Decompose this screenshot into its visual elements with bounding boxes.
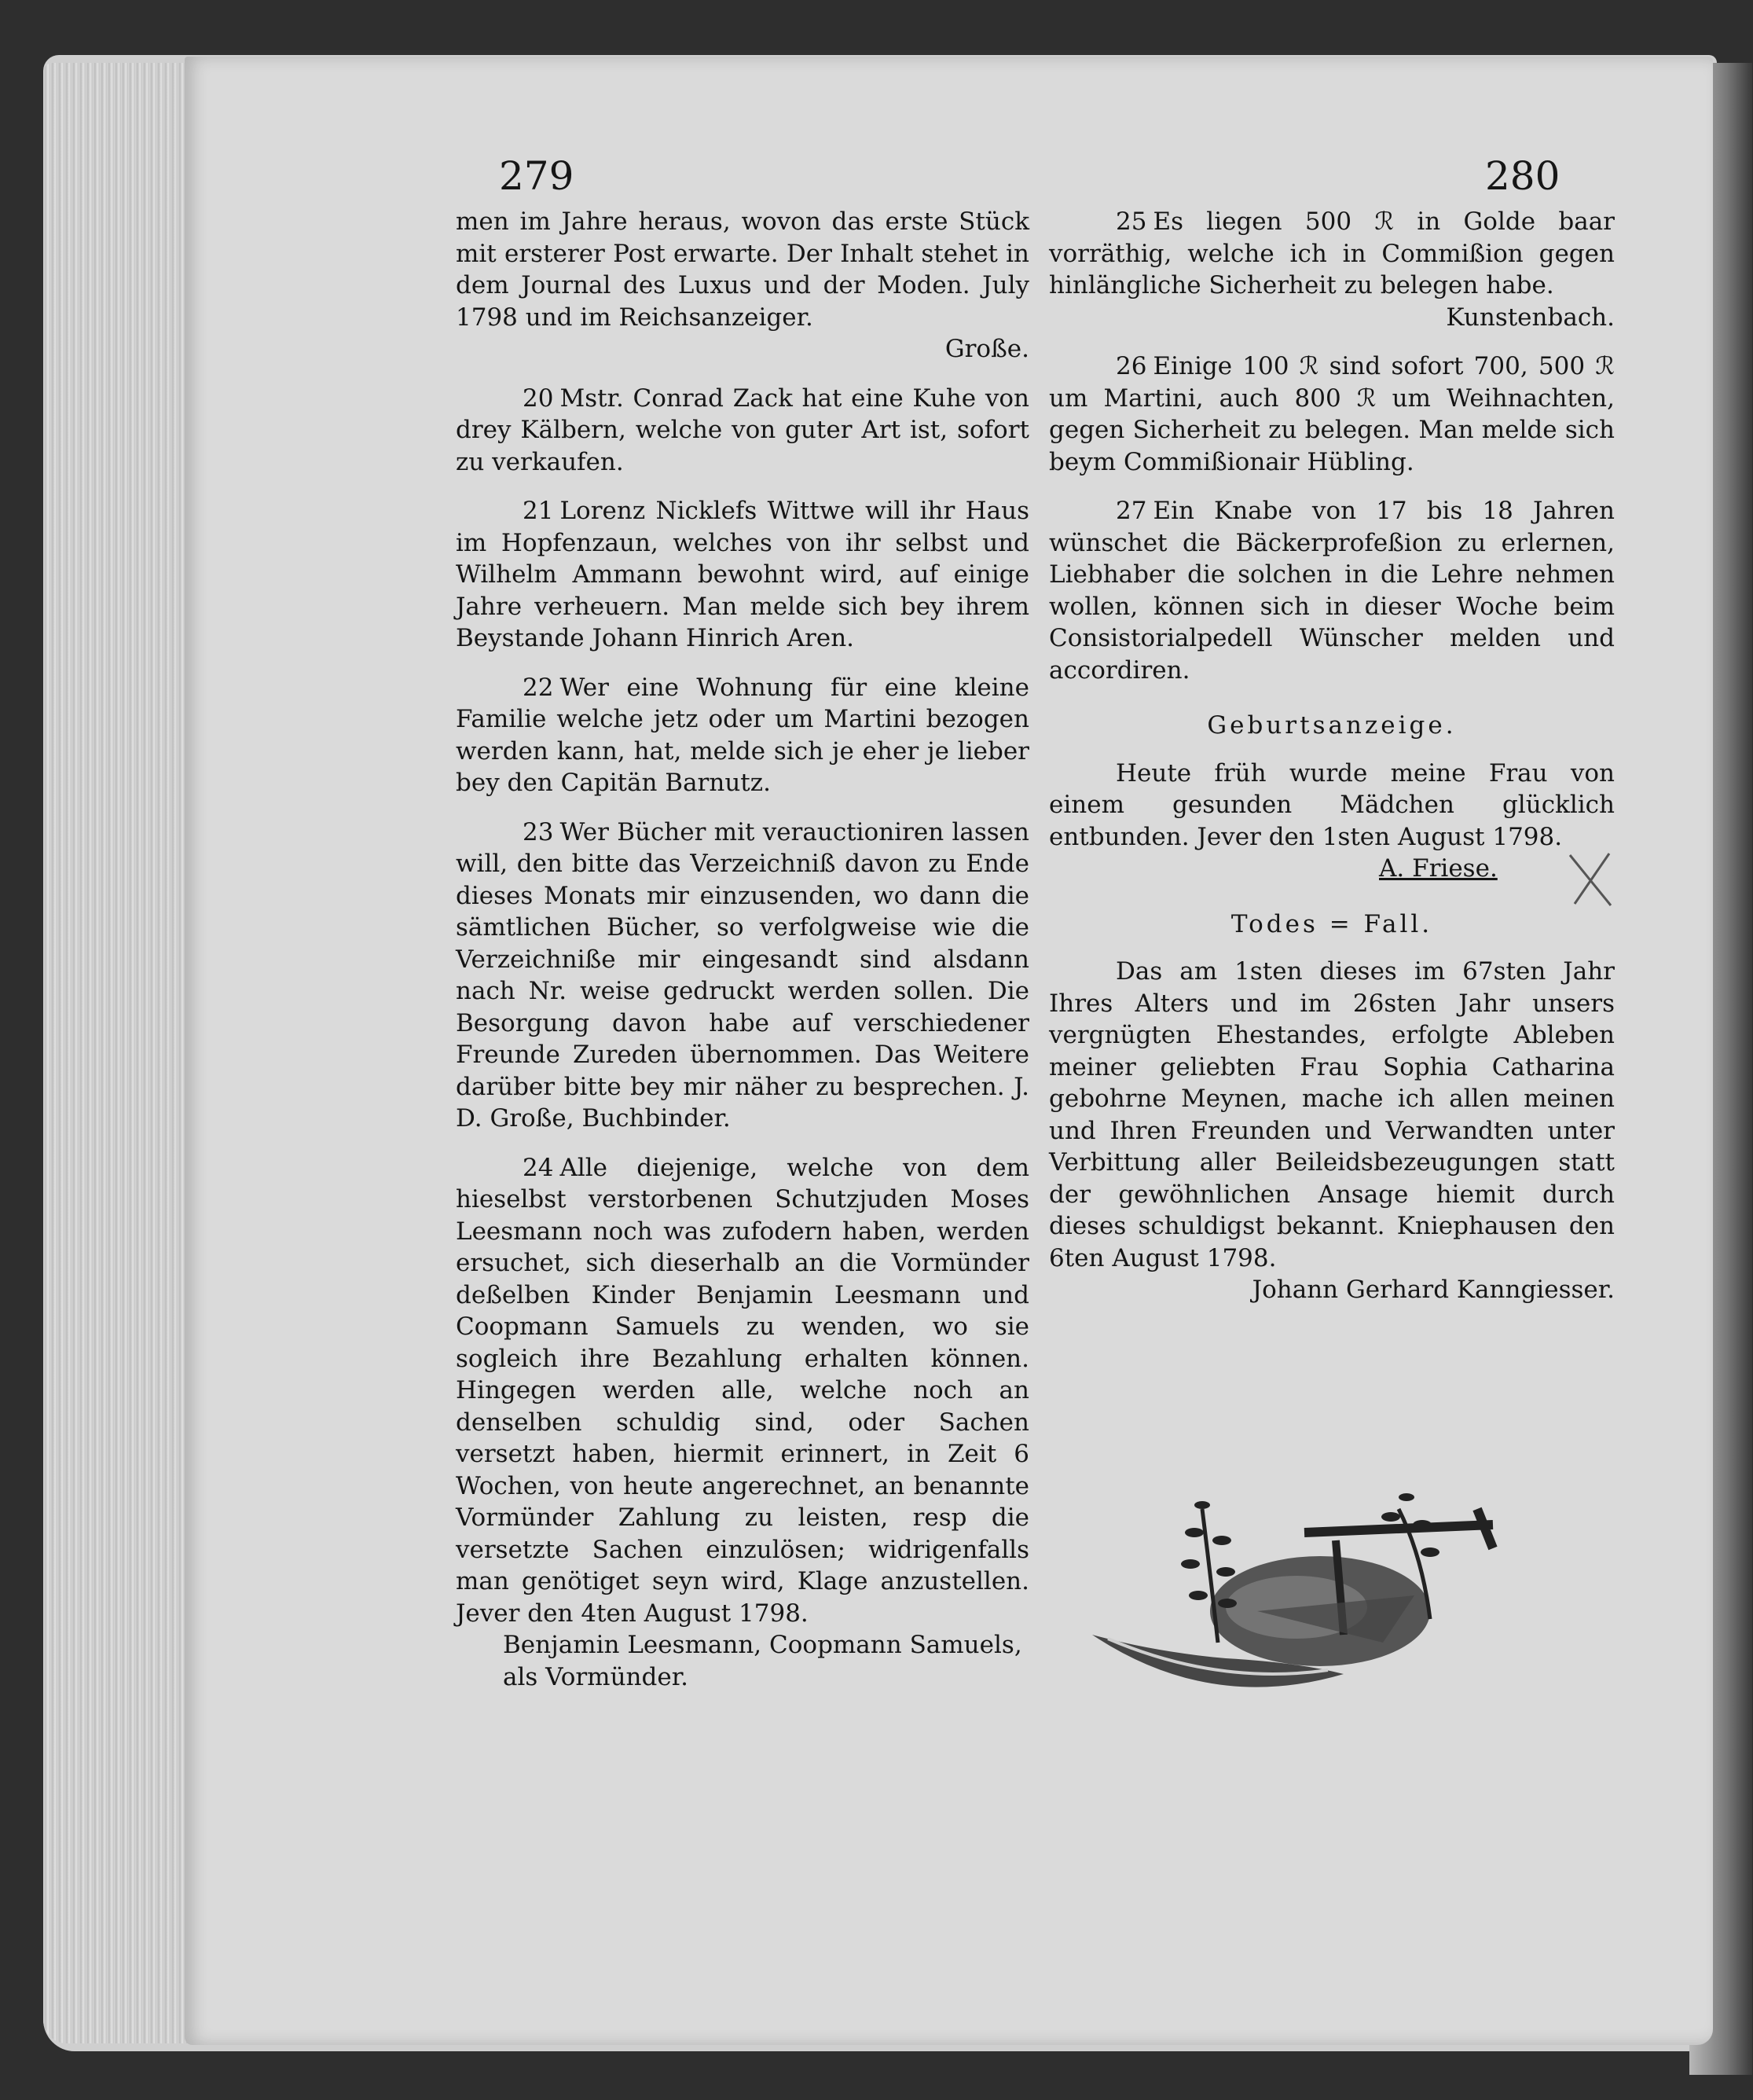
notice-24 — [456, 1152, 1029, 1694]
notice-number: 26 — [1116, 352, 1147, 380]
notice-number: 24 — [523, 1153, 554, 1182]
death-notice — [1049, 956, 1615, 1306]
notice-23 — [456, 817, 1029, 1135]
scythe-and-laurel-icon — [1084, 1478, 1634, 1729]
notice-number: 21 — [523, 497, 554, 525]
page-number-right: 280 — [1485, 153, 1560, 199]
notice-number: 22 — [523, 673, 554, 702]
notice-signature: Benjamin Leesmann, Coopmann Samuels, als Vormünder. — [503, 1631, 1022, 1691]
notice-text: Mstr. Conrad Zack hat eine Kuhe von drey Kälbern, welche von guter Art ist, sofort zu verkaufen. — [456, 384, 1029, 476]
birth-announcement-heading: Geburtsanzeige. — [1207, 711, 1457, 740]
pencil-cross-mark-icon — [1564, 849, 1619, 912]
notice-number: 25 — [1116, 207, 1147, 236]
death-notice-text: Das am 1sten dieses im 67sten Jahr Ihres Alters und im 26sten Jahr unsers vergnügten Ehestandes, erfolgte Ableben meiner geliebten Frau Sophia Catharina gebohrne Meynen, mache ich allen meinen und Ihren Freunden und Verwandten unter Verbittung aller Beileidsbezeugungen statt der gewöhnlichen Ansage hiemit durch dieses schuldigst bekannt. Kniephausen den 6ten August 1798. — [1049, 957, 1615, 1272]
birth-announcement-signature — [1049, 853, 1615, 885]
death-notice-heading: Todes = Fall. — [1230, 909, 1433, 938]
notice-text: Wer eine Wohnung für eine kleine Familie welche jetz oder um Martini bezogen werden kann, hat, melde sich je eher je lieber bey den Capitän Barnutz. — [456, 673, 1029, 797]
notice-27 — [1049, 495, 1615, 686]
notice-text: Einige 100 ℛ sind sofort 700, 500 ℛ um Martini, auch 800 ℛ um Weihnachten, gegen Sicherheit zu belegen. Man melde sich beym Commißionair Hübling. — [1049, 352, 1615, 476]
notice-text: Es liegen 500 ℛ in Golde baar vorräthig, welche ich in Commißion gegen hinlängliche Sicherheit zu belegen habe. — [1049, 207, 1615, 299]
continuation-text: men im Jahre heraus, wovon das erste Stück mit ersterer Post erwarte. Der Inhalt stehet in dem Journal des Luxus und der Moden. July 1798 und im Reichsanzeiger. — [456, 207, 1029, 332]
notice-text: Ein Knabe von 17 bis 18 Jahren wünschet die Bäckerprofeßion zu erlernen, Liebhaber die solchen in die Lehre nehmen wollen, können sich in dieser Woche beim Consistorialpedell Wünscher melden und accordiren. — [1049, 497, 1615, 685]
notice-26 — [1049, 351, 1615, 478]
signature-name: A. Friese. — [1379, 854, 1498, 883]
notice-signature: Kunstenbach. — [1446, 303, 1615, 332]
continuation-notice — [456, 206, 1029, 365]
notice-number: 27 — [1116, 497, 1147, 525]
notice-25 — [1049, 206, 1615, 333]
notice-22 — [456, 672, 1029, 799]
notice-21 — [456, 495, 1029, 655]
notice-20 — [456, 383, 1029, 479]
page-number-left: 279 — [499, 153, 574, 199]
right-column — [1049, 206, 1615, 1324]
notice-number: 20 — [523, 384, 554, 413]
death-notice-signature: Johann Gerhard Kanngiesser. — [1252, 1276, 1615, 1304]
birth-announcement-text: Heute früh wurde meine Frau von einem gesunden Mädchen glücklich entbunden. Jever den 1sten August 1798. — [1049, 758, 1615, 851]
notice-text: Lorenz Nicklefs Wittwe will ihr Haus im Hopfenzaun, welches von ihr selbst und Wilhelm Ammann bewohnt wird, auf einige Jahre verheuern. Man melde sich bey ihrem Beystande Johann Hinrich Aren. — [456, 497, 1029, 652]
page-edges — [43, 63, 193, 2043]
notice-number: 23 — [523, 817, 554, 846]
continuation-signature: Große. — [944, 335, 1029, 363]
notice-signature: J. D. Große, Buchbinder. — [456, 1072, 1029, 1133]
left-column — [456, 206, 1029, 1710]
notice-text: Alle diejenige, welche von dem hieselbst verstorbenen Schutzjuden Moses Leesmann noch was zufodern haben, werden ersuchet, sich dieserhalb an die Vormünder deßelben Kinder Benjamin Leesmann und Coopmann Samuels zu wenden, wo sie sogleich ihre Bezahlung erhalten können. Hingegen werden alle, welche noch an denselben schuldig sind, oder Sachen versetzt haben, hiermit erinnert, in Zeit 6 Wochen, von heute angerechnet, an benannte Vormünder Zahlung zu leisten, resp die versetzte Sachen einzulösen; widrigenfalls man genötiget seyn wird, Klage anzustellen. Jever den 4ten August 1798. — [456, 1153, 1029, 1628]
notice-text: Wer Bücher mit verauctioniren lassen will, den bitte das Verzeichniß davon zu Ende dieses Monats mir einzusenden, wo dann die sämtlichen Bücher, so verfolgweise wie die Verzeichniße mir eingesandt sind alsdann nach Nr. weise gedruckt werden sollen. Die Besorgung davon habe auf verschiedener Freunde Zureden übernommen. Das Weitere darüber bitte bey mir näher zu besprechen. — [456, 817, 1029, 1101]
birth-announcement — [1049, 758, 1615, 885]
